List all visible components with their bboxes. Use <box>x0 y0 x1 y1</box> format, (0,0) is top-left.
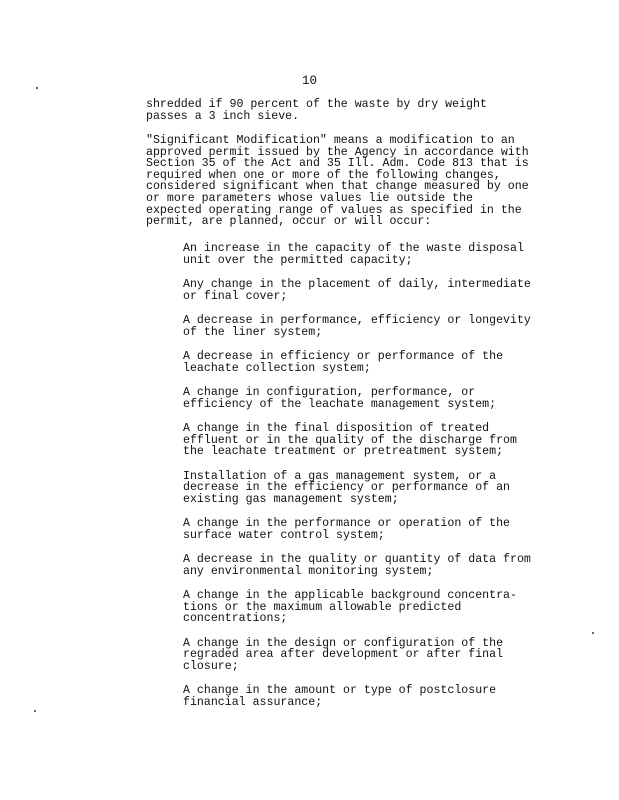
change-list <box>183 243 563 721</box>
list-item: An increase in the capacity of the waste disposal unit over the permitted capacity; <box>183 242 524 267</box>
list-item: A change in the performance or operation of the surface water control system; <box>183 517 510 542</box>
list-item: A change in the applicable background concentra- tions or the maximum allowable predicted concentrations; <box>183 589 517 626</box>
list-item: A change in configuration, performance, or efficiency of the leachate management system; <box>183 385 497 411</box>
scan-speck <box>36 87 38 89</box>
scan-speck <box>34 710 36 712</box>
list-item: A decrease in the quality or quantity of data from any environmental monitoring system; <box>183 553 531 578</box>
list-item: A decrease in performance, efficiency or longevity of the liner system; <box>183 313 531 339</box>
list-item: A change in the final disposition of treated effluent or in the quality of the discharge from the leachate treatment or pretreatment system; <box>183 421 517 459</box>
list-item: A change in the amount or type of postclosure financial assurance; <box>183 684 497 709</box>
continuation-paragraph: shredded if 90 percent of the waste by dry weight passes a 3 inch sieve. <box>146 98 487 123</box>
list-item: Installation of a gas management system, or a decrease in the efficiency or performance of an existing gas management system; <box>183 469 510 506</box>
list-item: A decrease in efficiency or performance of the leachate collection system; <box>183 349 504 375</box>
list-item: A change in the design or configuration of the regraded area after development or after final closure; <box>183 636 504 673</box>
significant-modification-definition: "Significant Modification" means a modification to an approved permit issued by the Agency in accordance with Section 35 of the Act and 35 Ill. Adm. Code 813 that is required when one or more of the following changes, considered significant when that change measured by one or more parameters whose values lie outside the expected operating range of values as specified in the permit, are planned, occur or will occur: <box>146 134 529 229</box>
list-item: Any change in the placement of daily, intermediate or final cover; <box>183 277 531 303</box>
page-number: 10 <box>302 74 318 88</box>
scan-speck <box>592 632 594 634</box>
